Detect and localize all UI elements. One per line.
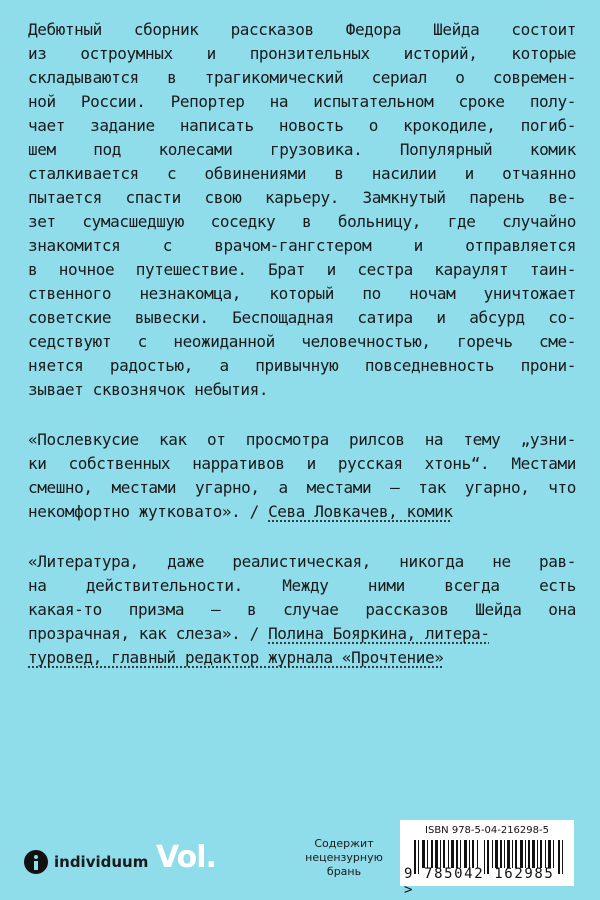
quote-author: Полина Бояркина, литера- bbox=[268, 624, 490, 643]
description-line: ственного незнакомца, который по ночам уничтожает bbox=[28, 284, 576, 303]
content-warning: Содержит нецензурную брань bbox=[305, 837, 383, 878]
description-line: пытается спасти свою карьеру. Замкнутый парень ве- bbox=[28, 188, 576, 207]
description-line: чает задание написать новость о крокодиле, погиб- bbox=[28, 116, 576, 135]
quote-author-cont: туровед, главный редактор журнала «Прочтение» bbox=[28, 648, 444, 667]
quote-line: «Послевкусие как от просмотра рилсов на тему „узни- bbox=[28, 430, 576, 449]
description-line: из остроумных и пронзительных историй, которые bbox=[28, 44, 576, 63]
quote-line: «Литература, даже реалистическая, никогда не рав- bbox=[28, 552, 576, 571]
review-quote-boyarkina bbox=[28, 550, 576, 670]
info-circle-icon bbox=[24, 850, 48, 874]
quote-line-last bbox=[28, 500, 576, 524]
description-line: знакомится с врачом-гангстером и отправляется bbox=[28, 236, 576, 255]
description-line: зет сумасшедшую соседку в больницу, где случайно bbox=[28, 212, 576, 231]
quote-line: ки собственных нарративов и русская хтонь“. Местами bbox=[28, 454, 576, 473]
description-line: ной России. Репортер на испытательном сроке полу- bbox=[28, 92, 576, 111]
back-cover-text bbox=[28, 18, 576, 696]
barcode bbox=[400, 820, 574, 898]
description-line: шем под колесами грузовика. Популярный комик bbox=[28, 140, 576, 159]
isbn-label: ISBN 978-5-04-216298-5 bbox=[425, 825, 549, 836]
description-line: сталкивается с обвинениями в насилии и отчаянно bbox=[28, 164, 576, 183]
quote-line bbox=[28, 622, 576, 646]
barcode-digits: 9 785042 162985 > bbox=[404, 866, 555, 898]
quote-text: прозрачная, как слеза». bbox=[28, 624, 241, 643]
quote-line: смешно, местами угарно, а местами – так угарно, что bbox=[28, 478, 576, 497]
quote-text: некомфортно жутковато». bbox=[28, 502, 241, 521]
publisher-name: individuum bbox=[54, 853, 149, 871]
book-description bbox=[28, 18, 576, 402]
description-line: няется радостью, а привычную повседневность прони- bbox=[28, 356, 576, 375]
quote-separator: / bbox=[240, 502, 269, 521]
description-line: в ночное путешествие. Брат и сестра караулят таин- bbox=[28, 260, 576, 279]
cover-footer bbox=[0, 820, 600, 900]
description-line: Дебютный сборник рассказов Федора Шейда состоит bbox=[28, 20, 576, 39]
description-line: советские вывески. Беспощадная сатира и абсурд со- bbox=[28, 308, 576, 327]
publisher-logo bbox=[24, 850, 148, 874]
quote-separator: / bbox=[240, 624, 269, 643]
description-line: зывает сквознячок небытия. bbox=[28, 380, 269, 399]
quote-author: Сева Ловкачев, комик bbox=[268, 502, 453, 521]
imprint-logo: Vol. bbox=[156, 840, 216, 875]
review-quote-lovkachev bbox=[28, 428, 576, 524]
quote-line bbox=[28, 646, 576, 670]
description-line: седствуют с неожиданной человечностью, горечь сме- bbox=[28, 332, 576, 351]
quote-line: на действительности. Между ними всегда есть bbox=[28, 576, 576, 595]
quote-line: какая-то призма – в случае рассказов Шейда она bbox=[28, 600, 576, 619]
description-line: складываются в трагикомический сериал о современ- bbox=[28, 68, 576, 87]
